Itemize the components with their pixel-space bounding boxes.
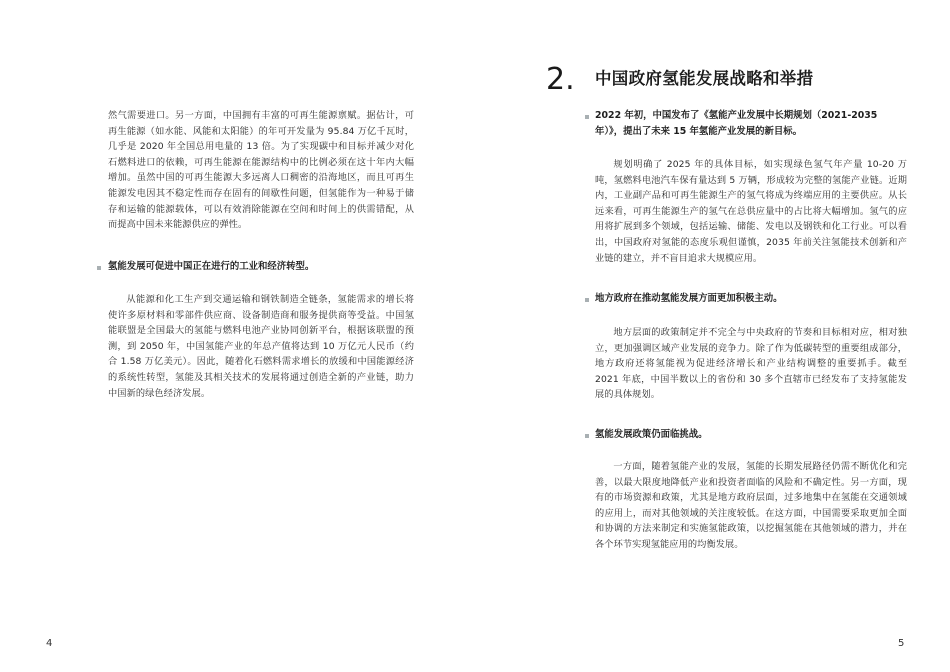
left-intro-paragraph: 然气需要进口。另一方面，中国拥有丰富的可再生能源禀赋。据估计，可再生能源（如水能、风能和太阳能）的年可开发量为 95.84 万亿千瓦时，几乎是 2020 年全国总用电量的 13 倍。为了实现碳中和目标并减少对化石燃料进口的依赖，可再生能源在能源结构中的比例必须在这十年内大幅增加。虽然中国的可再生能源大多远离人口稠密的沿海地区，而且可再生能源发电因其不稳定性而存在固有的间歇性问题，但氢能作为一种易于储存和运输的能源载体，可以有效消除能源在空间和时间上的供需错配，从而提高中国未来能源供应的弹性。 xyxy=(108,110,414,231)
page-number-left: 4 xyxy=(46,638,53,649)
right-bullet-1-paragraph: 规划明确了 2025 年的具体目标，如实现绿色氢气年产量 10-20 万吨，氢燃料电池汽车保有量达到 5 万辆，形成较为完整的氢能产业链。近期内，工业副产品和可再生能源生产的氢气将成为终端应用的主要供应。从长远来看，可再生能源生产的氢气在总供应量中的占比将大幅增加。氢气的应用将扩展到多个领域，包括运输、储能、发电以及钢铁和化工行业。可以看出，中国政府对氢能的态度乐观但谨慎，2035 年前关注氢能技术创新和产业链的建立，并不盲目追求大规模应用。 xyxy=(595,159,907,264)
left-bullet-1: 氢能发展可促进中国正在进行的工业和经济转型。 xyxy=(108,261,315,272)
right-bullet-2-paragraph: 地方层面的政策制定并不完全与中央政府的节奏和目标相对应，相对独立，更加强调区域产业发展的竞争力。除了作为低碳转型的重要组成部分，地方政府还将氢能视为促进经济增长和产业结构调整的重要抓手。截至 2021 年底，中国半数以上的省份和 30 多个直辖市已经发布了支持氢能发展的具体规划。 xyxy=(595,327,907,401)
section-title: 中国政府氢能发展战略和举措 xyxy=(595,69,814,88)
page-number-right: 5 xyxy=(898,638,905,649)
bullet-square-icon xyxy=(97,266,101,270)
bullet-square-icon xyxy=(585,434,589,438)
section-number: 2. xyxy=(546,62,575,97)
right-bullet-3: 氢能发展政策仍面临挑战。 xyxy=(595,429,708,440)
right-bullet-1: 2022 年初，中国发布了《氢能产业发展中长期规划（2021-2035 年）》，提出了未来 15 年氢能产业发展的新目标。 xyxy=(595,110,878,137)
right-bullet-2: 地方政府在推动氢能发展方面更加积极主动。 xyxy=(595,293,783,304)
bullet-square-icon xyxy=(585,298,589,302)
left-bullet-1-paragraph: 从能源和化工生产到交通运输和钢铁制造全链条，氢能需求的增长将使许多原材料和零部件供应商、设备制造商和服务提供商等受益。中国氢能联盟是全国最大的氢能与燃料电池产业协同创新平台，根据该联盟的预测，到 2050 年，中国氢能产业的年总产值将达到 10 万亿元人民币（约合 1.58 万亿美元）。因此，随着化石燃料需求增长的放缓和中国能源经济的系统性转型，氢能及其相关技术的发展将通过创造全新的产业链，助力中国新的绿色经济发展。 xyxy=(108,294,414,399)
bullet-square-icon xyxy=(585,115,589,119)
right-bullet-3-paragraph: 一方面，随着氢能产业的发展，氢能的长期发展路径仍需不断优化和完善，以最大限度地降低产业和投资者面临的风险和不确定性。另一方面，现有的市场资源和政策，尤其是地方政府层面，过多地集中在氢能在交通领域的应用上，而对其他领域的关注度较低。在这方面，中国需要采取更加全面和协调的方法来制定和实施氢能政策，以挖掘氢能在其他领域的潜力，并在各个环节实现氢能应用的均衡发展。 xyxy=(595,461,907,550)
right-page xyxy=(475,0,950,672)
